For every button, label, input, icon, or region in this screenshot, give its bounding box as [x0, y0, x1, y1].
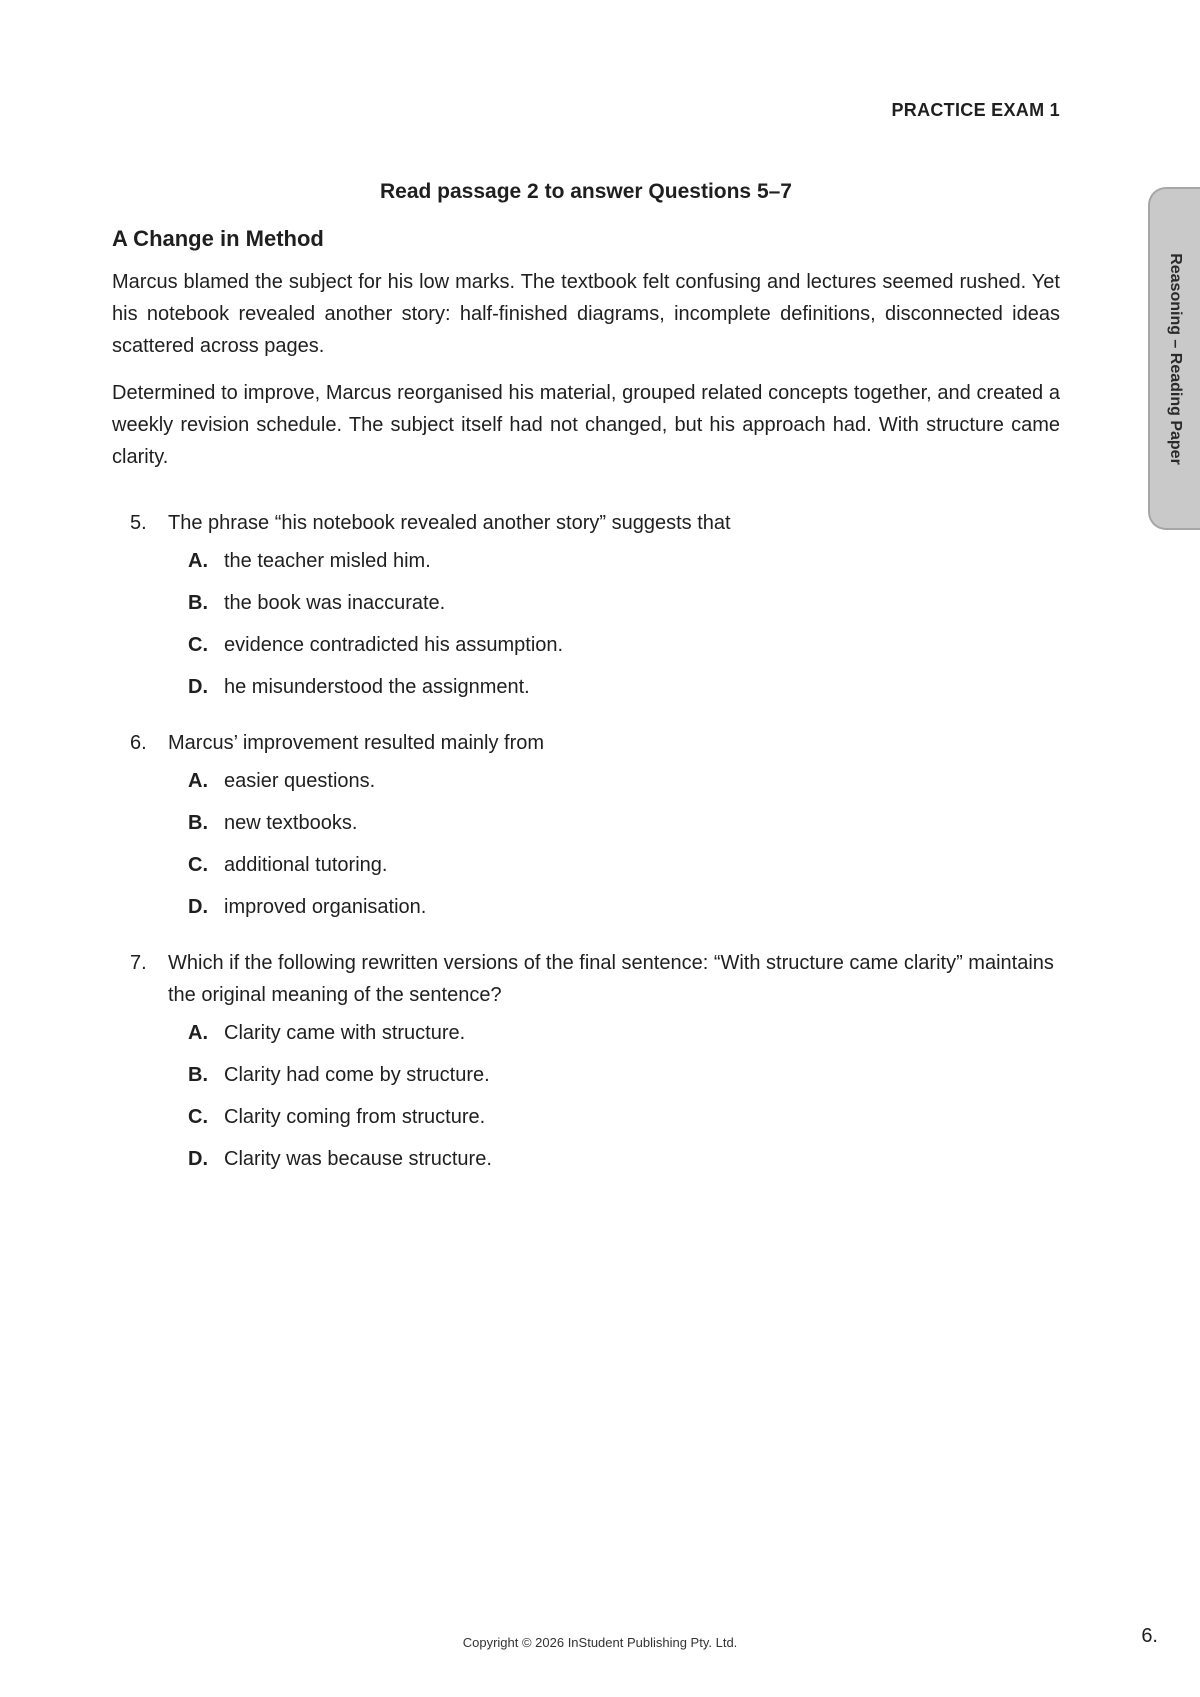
question-list: [112, 507, 1060, 1175]
option-text: additional tutoring.: [224, 854, 388, 876]
copyright-footer: Copyright © 2026 InStudent Publishing Pty. Ltd.: [462, 1635, 738, 1650]
option-letter: C.: [188, 854, 208, 876]
option-letter: B.: [188, 592, 208, 614]
option-text: Clarity had come by structure.: [224, 1064, 490, 1086]
answer-option-a[interactable]: [188, 545, 1060, 577]
answer-option-a[interactable]: [188, 1017, 1060, 1049]
option-letter: D.: [188, 676, 208, 698]
answer-option-c[interactable]: [188, 1101, 1060, 1133]
option-text: Clarity came with structure.: [224, 1022, 466, 1044]
option-text: Clarity coming from structure.: [224, 1106, 486, 1128]
option-letter: D.: [188, 896, 208, 918]
question-stem: [112, 947, 1060, 1011]
section-side-tab-label: Reasoning – Reading Paper: [1167, 252, 1184, 465]
answer-options: [112, 1017, 1060, 1175]
answer-options: [112, 545, 1060, 703]
option-letter: A.: [188, 1022, 208, 1044]
answer-options: [112, 765, 1060, 923]
question-number: 7.: [130, 952, 147, 974]
question-5: [112, 507, 1060, 703]
answer-option-c[interactable]: [188, 629, 1060, 661]
exam-header: PRACTICE EXAM 1: [891, 100, 1060, 120]
option-letter: D.: [188, 1148, 208, 1170]
option-text: new textbooks.: [224, 812, 358, 834]
question-text: Marcus’ improvement resulted mainly from: [168, 732, 545, 754]
option-letter: C.: [188, 634, 208, 656]
option-text: the book was inaccurate.: [224, 592, 446, 614]
passage-instruction: Read passage 2 to answer Questions 5–7: [379, 180, 792, 203]
option-letter: B.: [188, 812, 208, 834]
passage-paragraph: Determined to improve, Marcus reorganised his material, grouped related concepts together, and created a weekly revision schedule. The subject itself had not changed, but his approach had. With structure came clarity.: [112, 382, 1060, 468]
answer-option-b[interactable]: [188, 1059, 1060, 1091]
option-text: improved organisation.: [224, 896, 427, 918]
page-number: 6.: [1141, 1625, 1158, 1647]
option-letter: B.: [188, 1064, 208, 1086]
question-stem: [112, 727, 1060, 759]
option-text: easier questions.: [224, 770, 376, 792]
option-text: the teacher misled him.: [224, 550, 431, 572]
question-text: The phrase “his notebook revealed another story” suggests that: [168, 512, 731, 534]
question-number: 6.: [130, 732, 147, 754]
question-text: Which if the following rewritten versions of the final sentence: “With structure came clarity” maintains the original meaning of the sentence?: [168, 952, 1054, 1006]
question-6: [112, 727, 1060, 923]
passage-title: A Change in Method: [112, 226, 324, 251]
passage-paragraph: Marcus blamed the subject for his low marks. The textbook felt confusing and lectures seemed rushed. Yet his notebook revealed another story: half-finished diagrams, incomplete definitions, disconnected ideas scattered across pages.: [112, 271, 1060, 357]
option-text: Clarity was because structure.: [224, 1148, 492, 1170]
option-letter: A.: [188, 770, 208, 792]
option-letter: A.: [188, 550, 208, 572]
answer-option-b[interactable]: [188, 587, 1060, 619]
option-letter: C.: [188, 1106, 208, 1128]
page-content: [112, 180, 1060, 1199]
option-text: he misunderstood the assignment.: [224, 676, 530, 698]
question-7: [112, 947, 1060, 1175]
option-text: evidence contradicted his assumption.: [224, 634, 564, 656]
answer-option-c[interactable]: [188, 849, 1060, 881]
question-stem: [112, 507, 1060, 539]
answer-option-a[interactable]: [188, 765, 1060, 797]
answer-option-b[interactable]: [188, 807, 1060, 839]
answer-option-d[interactable]: [188, 891, 1060, 923]
question-number: 5.: [130, 512, 147, 534]
answer-option-d[interactable]: [188, 671, 1060, 703]
section-side-tab: [1148, 187, 1200, 530]
answer-option-d[interactable]: [188, 1143, 1060, 1175]
